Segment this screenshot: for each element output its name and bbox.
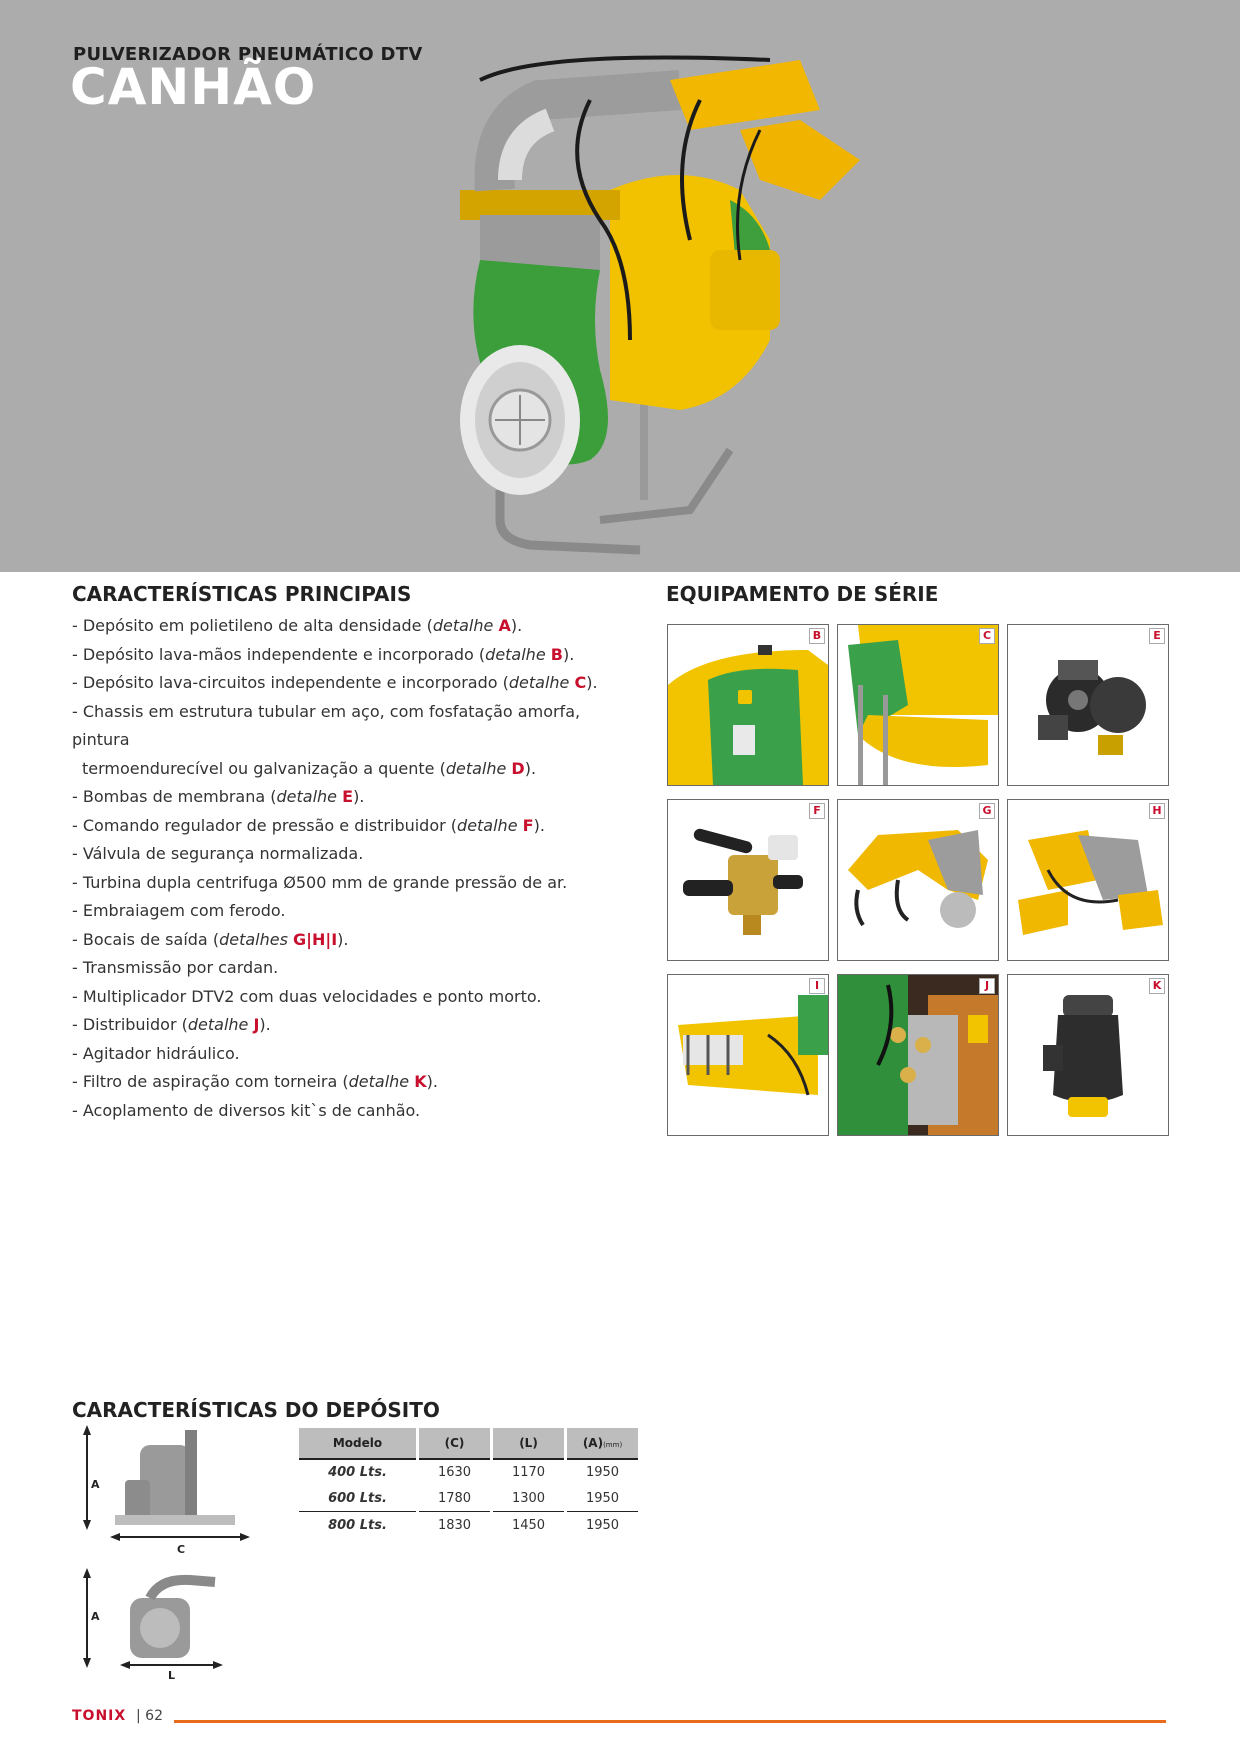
feature-detail-word: detalhe <box>485 644 546 664</box>
col-header-a <box>567 1428 638 1458</box>
detail-letter: J <box>979 978 995 994</box>
feature-item <box>72 641 632 670</box>
feature-text: ). <box>533 815 545 835</box>
table-cell-model: 600 Lts. <box>299 1485 416 1512</box>
feature-item <box>72 698 632 784</box>
outlet-nozzle-i-image <box>668 975 828 1135</box>
spec-table-body <box>299 1458 638 1539</box>
diagram-label-l: L <box>168 1669 176 1682</box>
feature-text: - Bombas de membrana ( <box>72 787 277 806</box>
table-cell-model: 400 Lts. <box>299 1458 416 1485</box>
table-cell-l: 1170 <box>493 1458 564 1485</box>
detail-letter: I <box>809 978 825 994</box>
rear-view-diagram <box>80 1568 230 1673</box>
feature-text: ). <box>426 1072 438 1091</box>
feature-text: ). <box>510 616 523 635</box>
diagram-label-c: C <box>177 1543 186 1556</box>
feature-item <box>72 812 632 841</box>
feature-item <box>72 783 632 812</box>
hero-banner <box>0 0 1240 572</box>
feature-text: - Turbina dupla centrifuga Ø500 mm de grande pressão de ar. <box>72 872 568 892</box>
brand-logo: TONIX <box>72 1708 127 1724</box>
footer-rule <box>174 1720 1166 1723</box>
feature-text: - Depósito lava-circuitos independente e incorporado ( <box>72 673 509 692</box>
pressure-regulator-image <box>668 800 828 960</box>
photo-detail-g <box>837 799 999 961</box>
feature-detail-word: detalhe <box>187 1015 249 1034</box>
feature-text: ). <box>586 673 598 692</box>
feature-detail-ref: A <box>498 616 511 635</box>
feature-text: termoendurecível ou galvanização a quente ( <box>82 758 446 778</box>
feature-text: - Distribuidor ( <box>72 1015 188 1034</box>
feature-detail-ref: C <box>574 673 587 692</box>
feature-item <box>72 669 632 698</box>
feature-detail-ref: J <box>253 1015 260 1034</box>
feature-text-continuation <box>72 755 632 784</box>
feature-text: ). <box>259 1015 271 1034</box>
photo-detail-f <box>667 799 829 961</box>
distributor-image <box>838 975 998 1135</box>
detail-letter: G <box>979 803 995 819</box>
feature-text: - Acoplamento de diversos kit`s de canhão. <box>72 1100 421 1120</box>
feature-detail-ref: F <box>522 815 534 835</box>
table-cell-model: 800 Lts. <box>328 1518 387 1533</box>
page-number: | 62 <box>136 1708 163 1724</box>
feature-text: - Embraiagem com ferodo. <box>72 901 286 920</box>
detail-letter: F <box>809 803 825 819</box>
feature-item <box>72 926 632 955</box>
feature-detail-word: detalhe <box>508 673 570 692</box>
feature-text: - Multiplicador DTV2 com duas velocidades e ponto morto. <box>72 986 542 1006</box>
photo-detail-j <box>837 974 999 1136</box>
feature-item <box>72 1097 632 1126</box>
equipment-photo-grid <box>667 624 1169 1136</box>
sprayer-machine-image <box>440 40 960 560</box>
feature-text: - Depósito em polietileno de alta densidade ( <box>72 616 433 635</box>
feature-detail-ref: B <box>550 644 563 664</box>
table-cell-l: 1300 <box>493 1485 564 1512</box>
features-heading: CARACTERÍSTICAS PRINCIPAIS <box>72 582 412 606</box>
detail-letter: E <box>1149 628 1165 644</box>
feature-detail-word: detalhe <box>348 1072 410 1091</box>
feature-text: - Agitador hidráulico. <box>72 1043 240 1063</box>
product-title: CANHÃO <box>70 58 317 116</box>
detail-letter: B <box>809 628 825 644</box>
col-header-a-label: (A) <box>582 1436 604 1450</box>
feature-text: - Comando regulador de pressão e distribuidor ( <box>72 815 458 835</box>
feature-detail-word: detalhe <box>445 758 507 778</box>
feature-detail-word: detalhe <box>276 787 338 806</box>
feature-text: - Válvula de segurança normalizada. <box>72 844 364 863</box>
table-cell-a: 1950 <box>567 1485 638 1512</box>
feature-text: - Transmissão por cardan. <box>72 958 279 977</box>
outlet-nozzle-g-image <box>838 800 998 960</box>
photo-detail-k <box>1007 974 1169 1136</box>
feature-text: - Depósito lava-mãos independente e incorporado ( <box>72 644 486 664</box>
col-header-l: (L) <box>493 1428 564 1458</box>
col-header-c: (C) <box>419 1428 490 1458</box>
feature-item <box>72 840 632 869</box>
feature-detail-ref: D <box>511 758 525 778</box>
unit-label: (mm) <box>603 1441 623 1449</box>
feature-text: - Chassis em estrutura tubular em aço, com fosfatação amorfa, pintura <box>72 701 581 749</box>
table-cell-a: 1950 <box>567 1458 638 1485</box>
photo-detail-c <box>837 624 999 786</box>
outlet-nozzle-h-image <box>1008 800 1168 960</box>
feature-item <box>72 1040 632 1069</box>
diagram-label-a: A <box>91 1478 100 1491</box>
col-header-model: Modelo <box>299 1428 416 1458</box>
photo-detail-i <box>667 974 829 1136</box>
detail-letter: H <box>1149 803 1165 819</box>
feature-text: - Bocais de saída ( <box>72 929 220 949</box>
feature-detail-word: detalhe <box>457 815 518 835</box>
table-cell-c: 1830 <box>437 1518 472 1533</box>
feature-text: - Filtro de aspiração com torneira ( <box>72 1072 349 1091</box>
feature-detail-ref: K <box>414 1072 427 1091</box>
table-cell-c: 1780 <box>419 1485 490 1512</box>
product-subtitle: PULVERIZADOR PNEUMÁTICO DTV <box>73 44 423 65</box>
photo-detail-e <box>1007 624 1169 786</box>
table-cell-c: 1630 <box>419 1458 490 1485</box>
table-row <box>299 1485 638 1512</box>
detail-letter: C <box>979 628 995 644</box>
table-row <box>299 1458 638 1485</box>
features-list <box>72 612 632 1125</box>
feature-detail-ref: G|H|I <box>293 929 338 949</box>
feature-item <box>72 612 632 641</box>
photo-detail-b <box>667 624 829 786</box>
equipment-heading: EQUIPAMENTO DE SÉRIE <box>666 582 939 606</box>
circuit-wash-tank-image <box>838 625 998 785</box>
feature-text: ). <box>562 644 575 664</box>
feature-item <box>72 954 632 983</box>
feature-text: ). <box>353 787 365 806</box>
feature-text: ). <box>524 758 537 778</box>
table-cell-l: 1450 <box>511 1518 546 1533</box>
photo-detail-h <box>1007 799 1169 961</box>
feature-text: ). <box>337 929 349 949</box>
suction-filter-image <box>1008 975 1168 1135</box>
membrane-pump-image <box>1008 625 1168 785</box>
feature-detail-word: detalhe <box>432 616 494 635</box>
feature-item <box>72 1068 632 1097</box>
detail-letter: K <box>1149 978 1165 994</box>
tank-heading: CARACTERÍSTICAS DO DEPÓSITO <box>72 1398 440 1422</box>
handwash-tank-image <box>668 625 828 785</box>
tank-spec-table <box>296 1428 641 1539</box>
feature-item <box>72 897 632 926</box>
side-view-diagram <box>80 1425 255 1550</box>
table-cell-a: 1950 <box>585 1518 620 1533</box>
feature-item <box>72 983 632 1012</box>
feature-item <box>72 1011 632 1040</box>
feature-detail-ref: E <box>342 787 354 806</box>
feature-detail-word: detalhes <box>219 929 288 949</box>
diagram-label-a-rear: A <box>91 1610 100 1623</box>
table-row <box>299 1512 638 1539</box>
feature-item <box>72 869 632 898</box>
